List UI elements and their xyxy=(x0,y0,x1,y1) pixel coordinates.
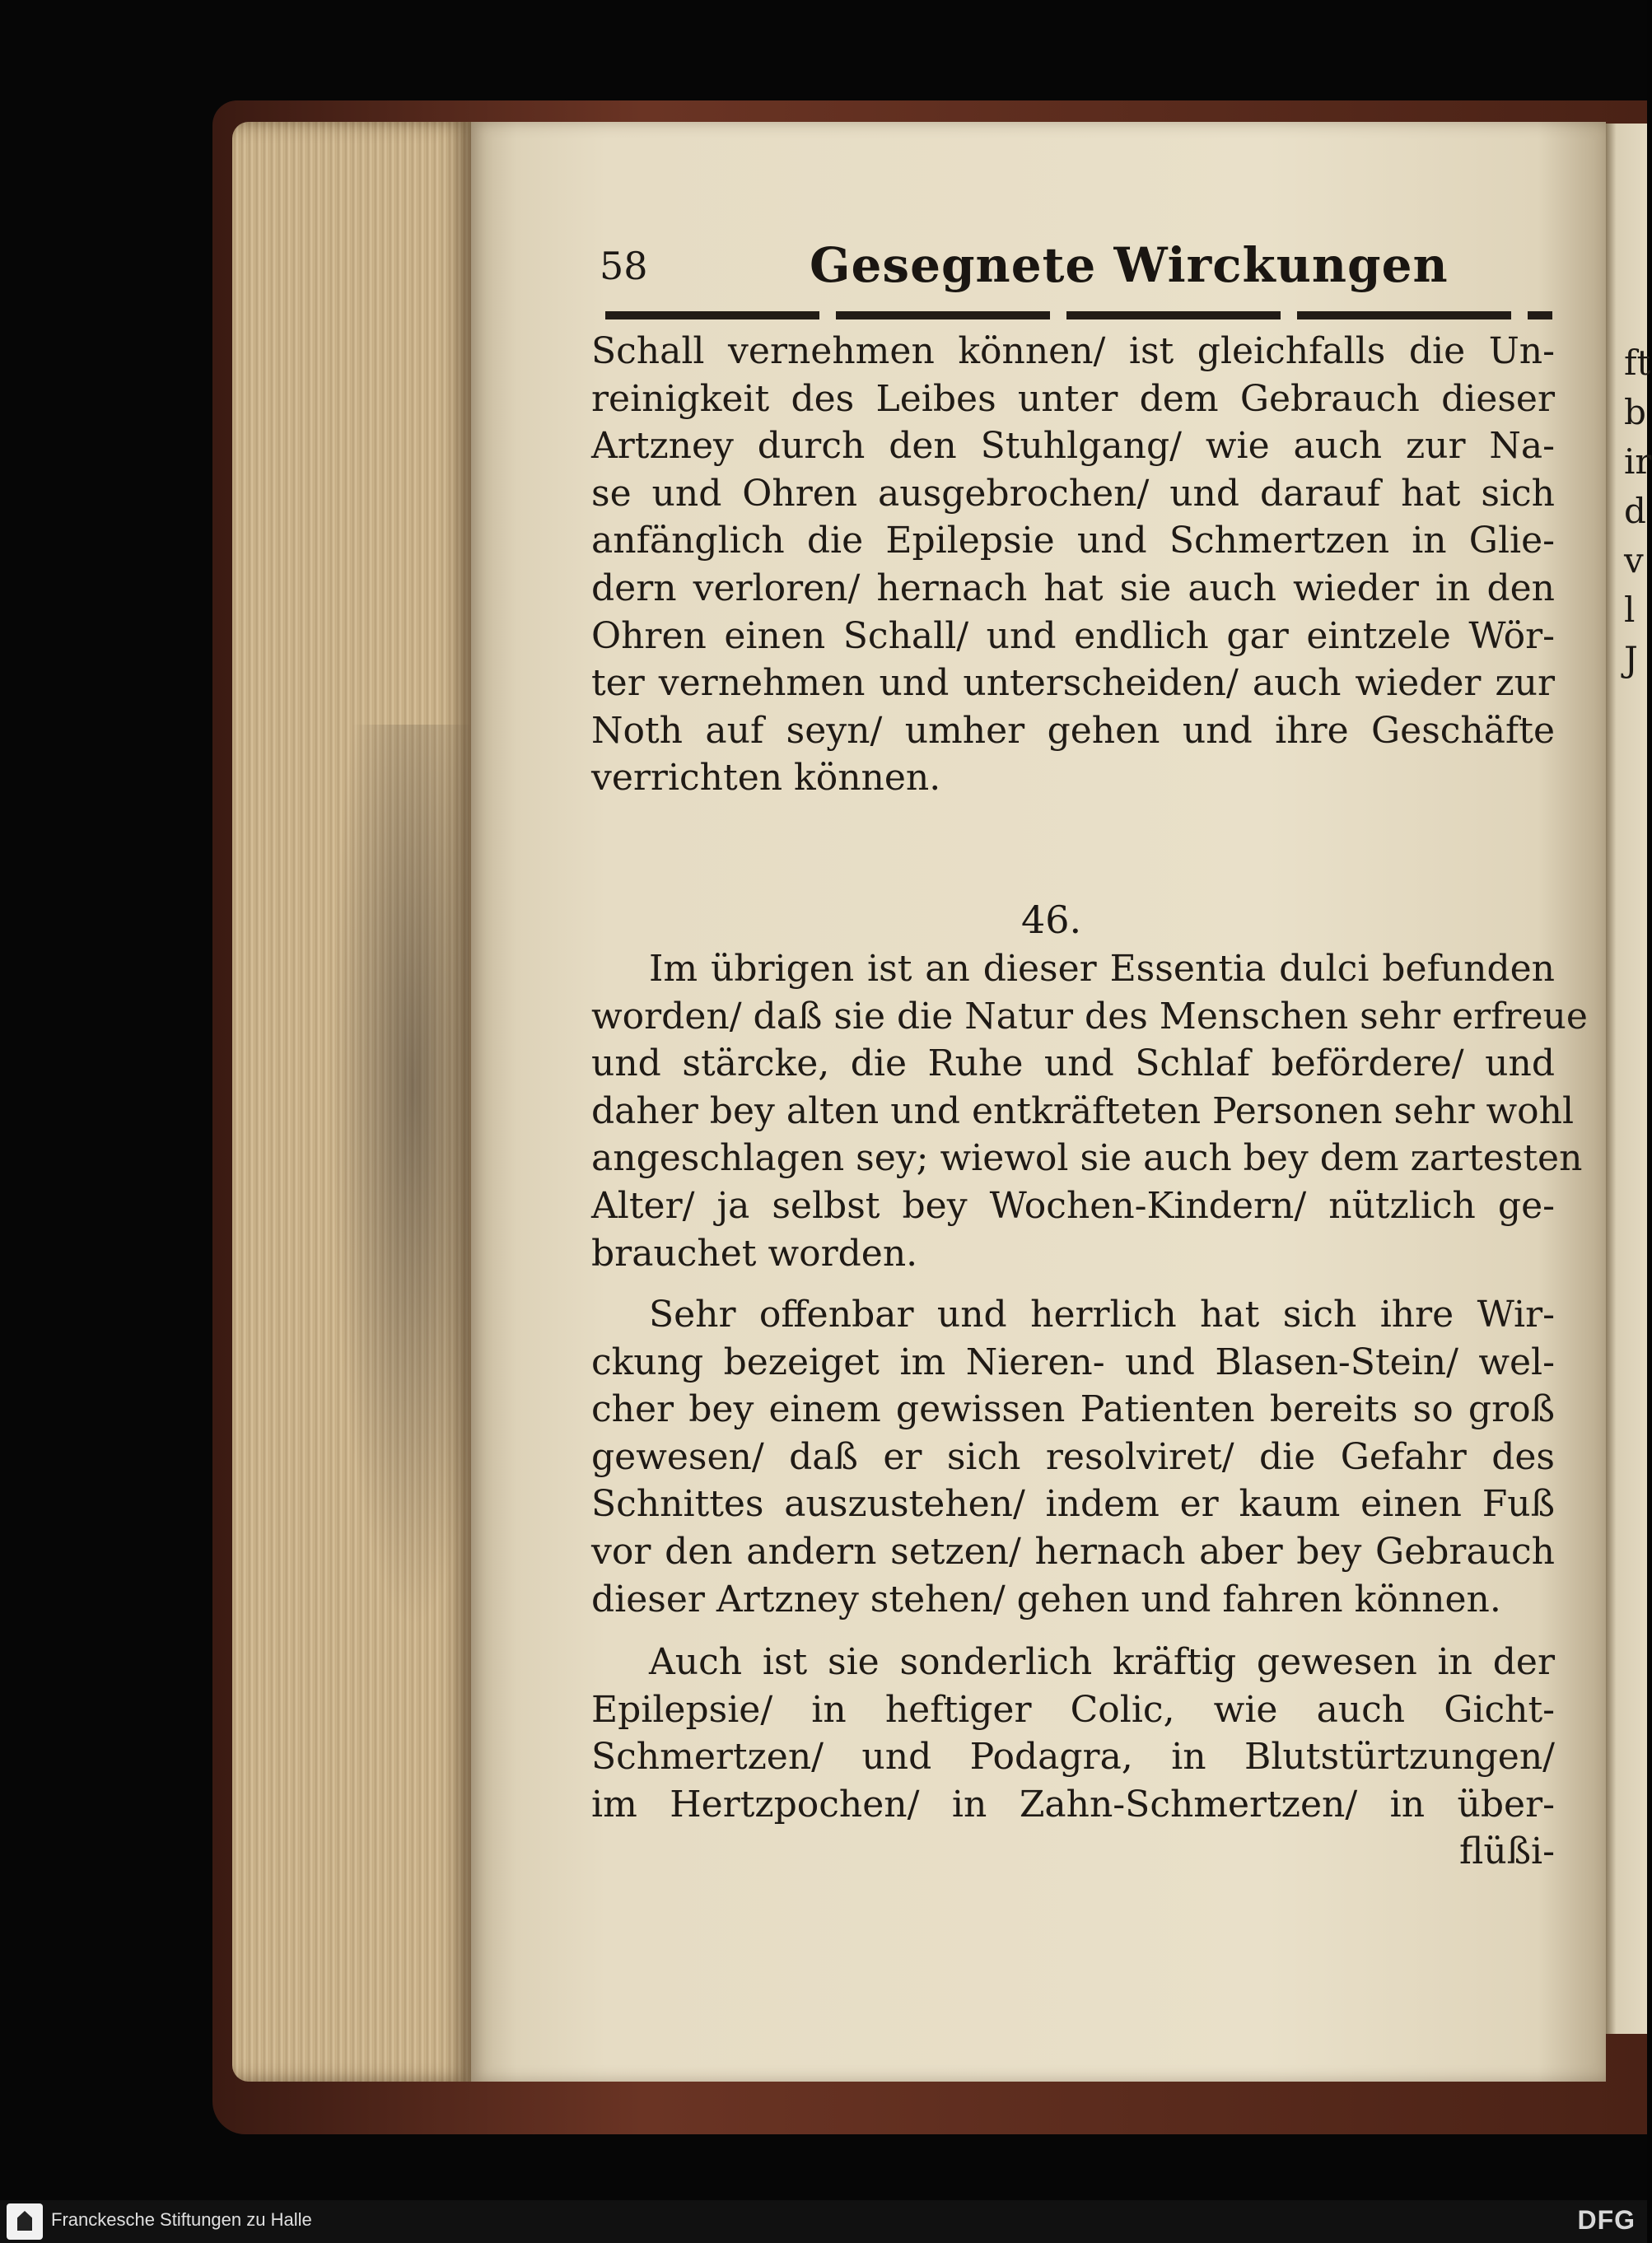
text-line: Noth auf seyn/ umher gehen und ihre Geschäfte xyxy=(591,709,1555,752)
text-line: daher bey alten und entkräfteten Personen sehr wohl xyxy=(591,1089,1575,1132)
text-line: Auch ist sie sonderlich kräftig gewesen in der xyxy=(649,1641,1555,1683)
text-line: verrichten können. xyxy=(591,757,941,800)
text-line: Ohren einen Schall/ und endlich gar eintzele Wör- xyxy=(591,614,1555,657)
text-line: im Hertzpochen/ in Zahn-Schmertzen/ in über- xyxy=(591,1783,1555,1826)
next-page-fragment: d xyxy=(1624,491,1646,531)
next-page-fragment: l xyxy=(1624,590,1636,630)
text-line: gewesen/ daß er sich resolviret/ die Gefahr des xyxy=(591,1435,1555,1478)
paragraph-epilepsie xyxy=(591,1639,1555,1876)
header-rule xyxy=(605,311,1552,319)
next-page-fragment: J xyxy=(1624,639,1638,679)
text-line: se und Ohren ausgebrochen/ und darauf hat sich xyxy=(591,472,1555,515)
running-title: Gesegnete Wirckungen xyxy=(810,237,1449,293)
paragraph-continuation xyxy=(591,328,1555,802)
text-line: Sehr offenbar und herrlich hat sich ihre Wir- xyxy=(649,1294,1555,1336)
text-line: dern verloren/ hernach hat sie auch wieder in den xyxy=(591,567,1555,609)
paragraph-essentia xyxy=(591,945,1588,1277)
text-line: Artzney durch den Stuhlgang/ wie auch zur Na- xyxy=(591,425,1555,468)
page-header xyxy=(600,237,1555,310)
text-line: worden/ daß sie die Natur des Menschen sehr erfreue xyxy=(591,995,1588,1038)
text-line: Schall vernehmen können/ ist gleichfalls die Un- xyxy=(591,330,1555,372)
text-line: cher bey einem gewissen Patienten bereits so groß xyxy=(591,1388,1555,1431)
text-line: Im übrigen ist an dieser Essentia dulci befunden xyxy=(649,948,1555,990)
edge-stain xyxy=(329,725,469,1630)
text-line: Schnittes auszustehen/ indem er kaum einen Fuß xyxy=(591,1483,1555,1526)
viewer-footer xyxy=(0,2200,1647,2243)
institution-logo-icon[interactable] xyxy=(7,2203,43,2240)
text-line: ckung bezeiget im Nieren- und Blasen-Stein/ wel- xyxy=(591,1341,1555,1383)
text-line: anfänglich die Epilepsie und Schmertzen in Glie- xyxy=(591,520,1555,562)
dfg-badge[interactable]: DFG xyxy=(1577,2205,1636,2235)
text-line: brauchet worden. xyxy=(591,1232,918,1275)
next-page-edge xyxy=(1606,124,1652,2034)
text-line: Schmertzen/ und Podagra, in Blutstürtzungen/ xyxy=(591,1736,1555,1779)
paragraph-stein xyxy=(591,1291,1555,1623)
institution-name[interactable]: Franckesche Stiftungen zu Halle xyxy=(51,2209,312,2230)
section-number: 46. xyxy=(1021,898,1082,942)
text-line: vor den andern setzen/ hernach aber bey Gebrauch xyxy=(591,1530,1555,1573)
next-page-fragment: ft xyxy=(1624,343,1651,383)
next-page-fragment: ir xyxy=(1624,441,1652,482)
text-line: ter vernehmen und unterscheiden/ auch wieder zur xyxy=(591,662,1555,705)
next-page-fragment: v xyxy=(1624,540,1644,581)
text-line: dieser Artzney stehen/ gehen und fahren können. xyxy=(591,1578,1501,1620)
next-page-fragment: b xyxy=(1624,392,1646,432)
catchword: flüßi- xyxy=(1458,1830,1555,1873)
page-number: 58 xyxy=(600,244,648,288)
text-line: und stärcke, die Ruhe und Schlaf befördere/ und xyxy=(591,1042,1555,1085)
text-line: reinigkeit des Leibes unter dem Gebrauch dieser xyxy=(591,377,1555,420)
text-line: Alter/ ja selbst bey Wochen-Kindern/ nützlich ge- xyxy=(591,1184,1555,1227)
text-line: angeschlagen sey; wiewol sie auch bey dem zartesten xyxy=(591,1137,1583,1180)
text-line: Epilepsie/ in heftiger Colic, wie auch Gicht- xyxy=(591,1688,1555,1731)
